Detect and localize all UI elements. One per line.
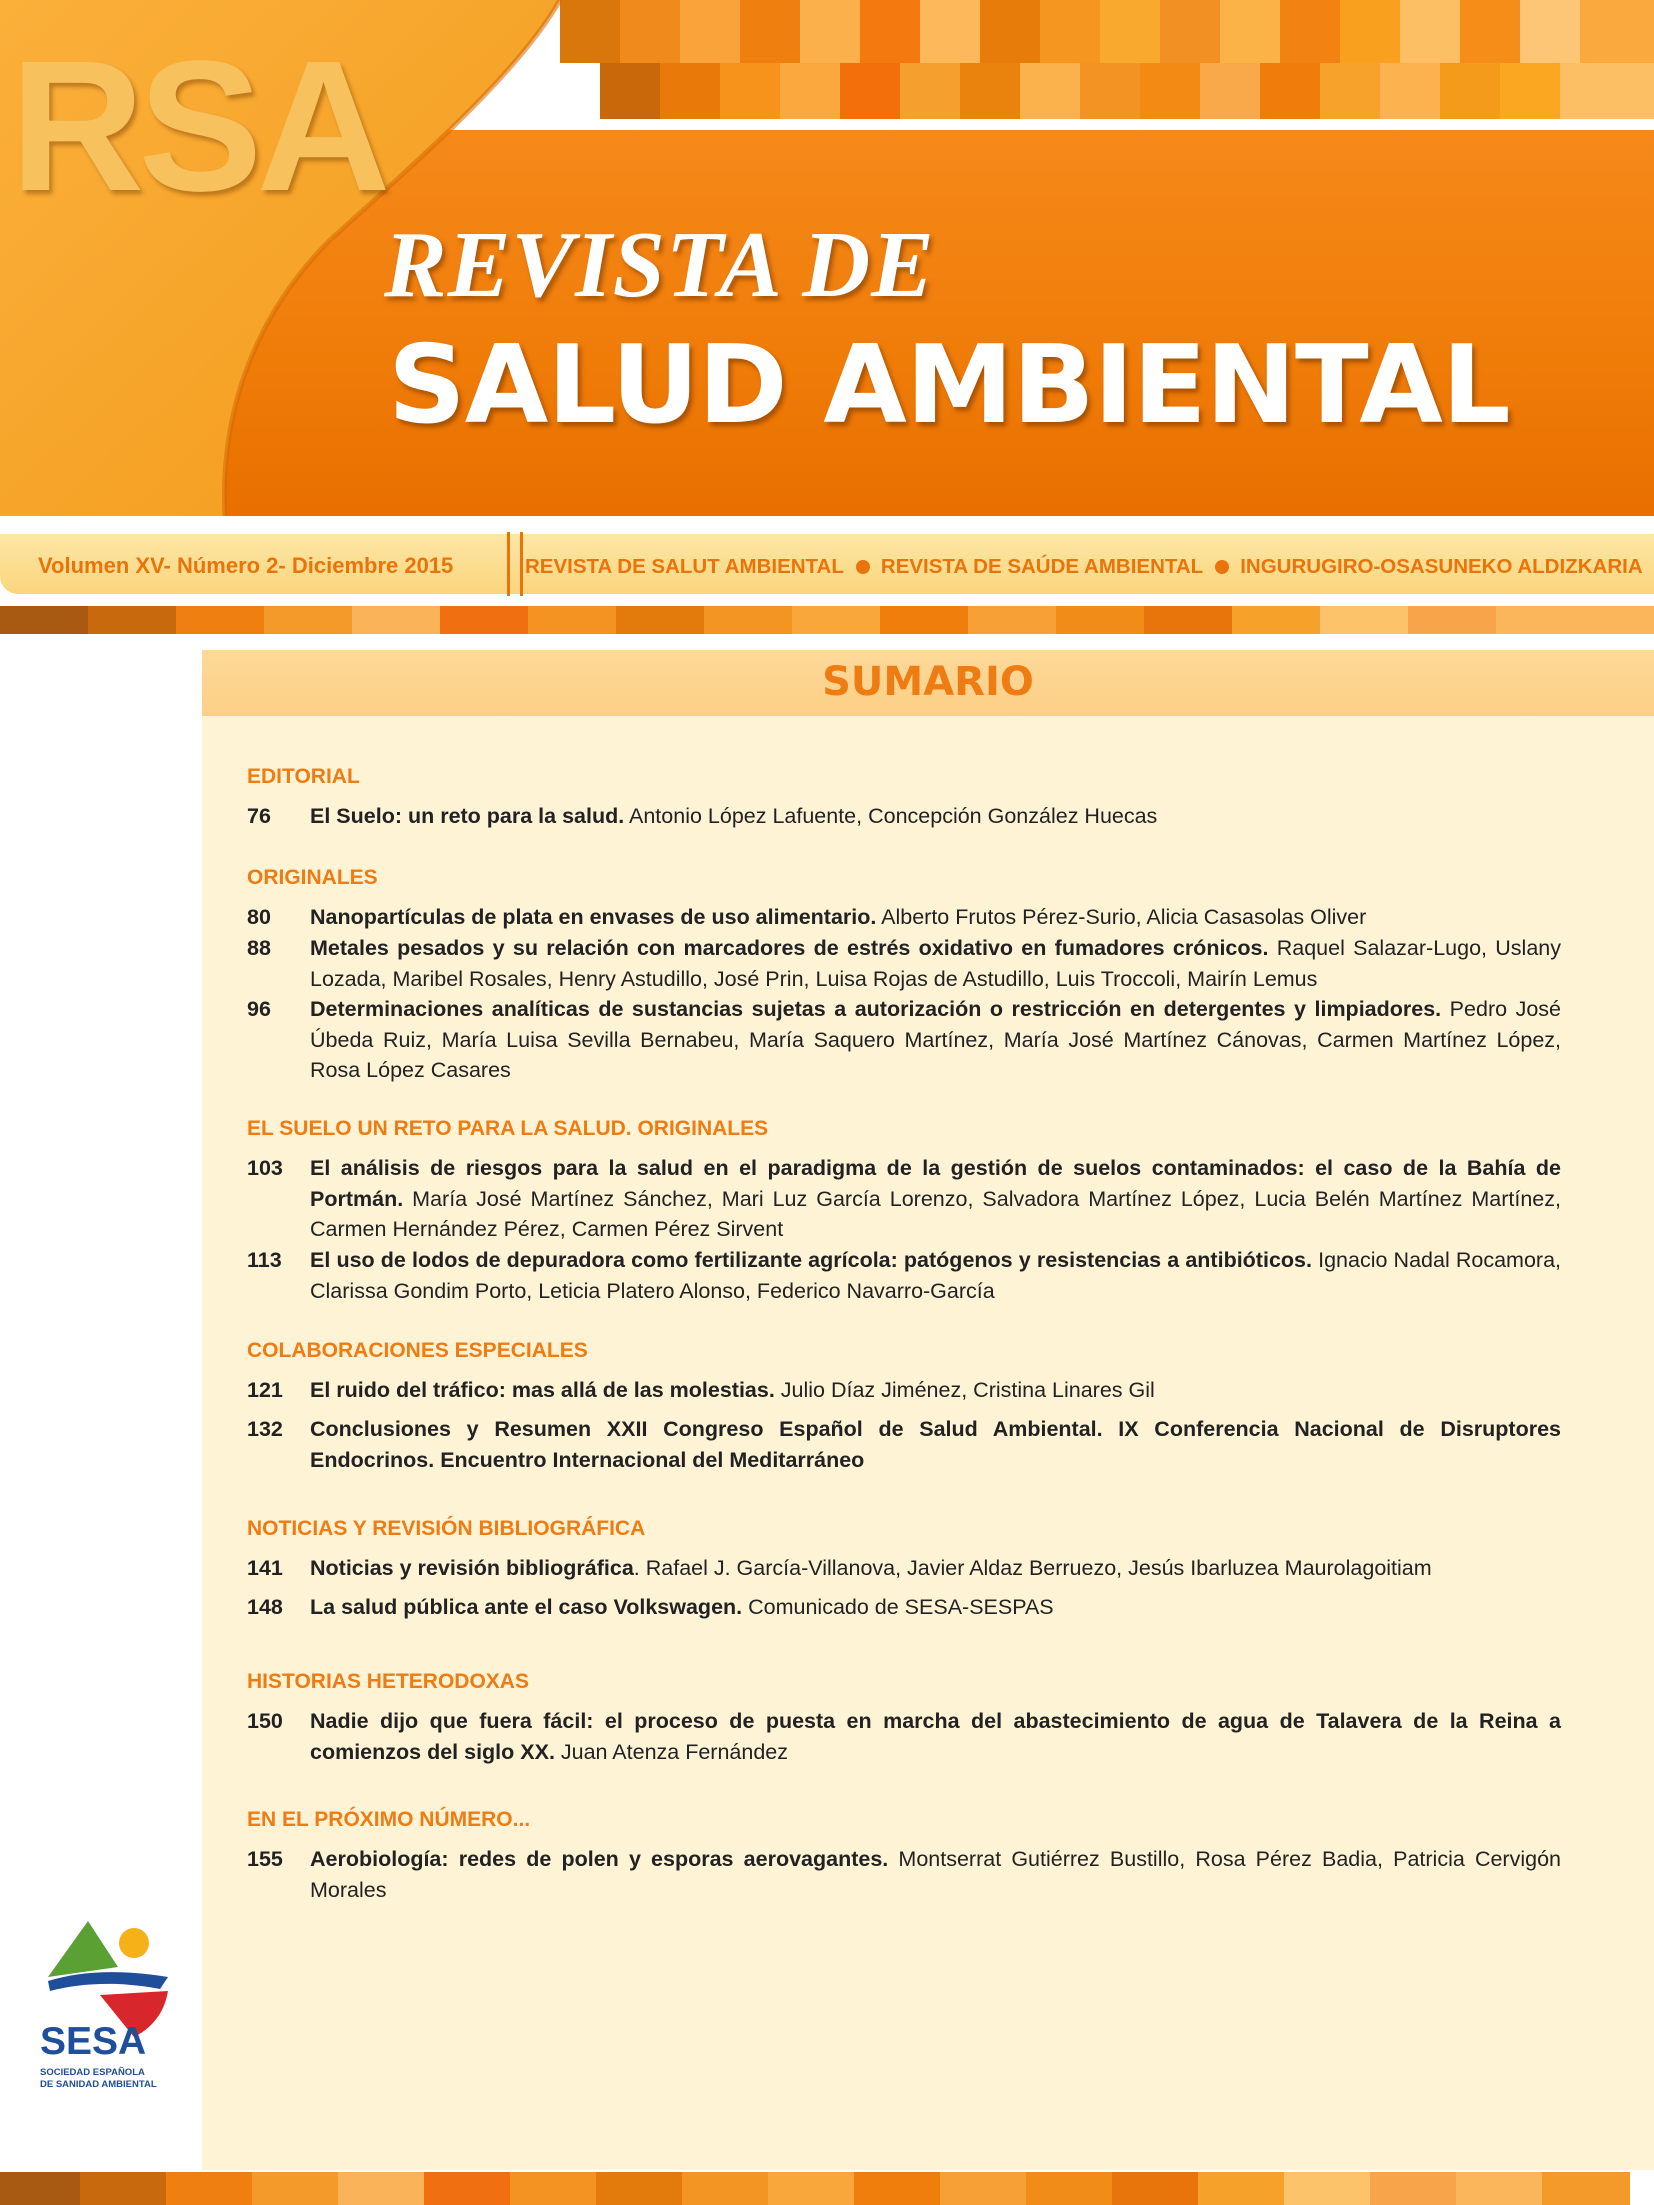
section-heading: NOTICIAS Y REVISIÓN BIBLIOGRÁFICA <box>247 1517 646 1540</box>
article-authors: Antonio López Lafuente, Concepción González Huecas <box>624 804 1158 828</box>
article-title: Determinaciones analíticas de sustancias sujetas a autorización o restricción en detergentes y limpiadores. <box>310 997 1442 1021</box>
page-number: 96 <box>247 997 271 1021</box>
bullet-icon <box>1215 560 1229 574</box>
article-title: Noticias y revisión bibliográfica <box>310 1556 634 1580</box>
decorative-tiles-top <box>560 0 1654 63</box>
article-authors: Ignacio Nadal Rocamora, Clarissa Gondim Porto, Leticia Platero Alonso, Federico Navarro-García <box>310 1248 1561 1303</box>
article-title: El Suelo: un reto para la salud. <box>310 804 625 828</box>
toc-entry[interactable] <box>247 1245 1561 1306</box>
article-title: Nanopartículas de plata en envases de uso alimentario. <box>310 905 877 929</box>
page-number: 155 <box>247 1847 283 1871</box>
article-authors: María José Martínez Sánchez, Mari Luz García Lorenzo, Salvadora Martínez López, Lucia Belén Martínez Martínez, Carmen Hernández Pérez, Carmen Pérez Sirvent <box>310 1186 1561 1241</box>
decorative-bottom-bar <box>0 2172 1654 2205</box>
toc-entry[interactable] <box>247 1706 1561 1767</box>
section-heading: EN EL PRÓXIMO NÚMERO... <box>247 1808 531 1831</box>
page-number: 88 <box>247 936 271 960</box>
article-title: El uso de lodos de depuradora como fertilizante agrícola: patógenos y resistencias a antibióticos. <box>310 1248 1312 1272</box>
section-heading: HISTORIAS HETERODOXAS <box>247 1670 529 1693</box>
journal-title-line1: REVISTA DE <box>384 213 935 317</box>
alt-title-galician: REVISTA DE SAÚDE AMBIENTAL <box>880 555 1204 578</box>
article-title: El análisis de riesgos para la salud en el paradigma de la gestión de suelos contaminados: el caso de la Bahía de Portmán. <box>310 1156 1561 1211</box>
divider <box>507 532 523 596</box>
toc-entry[interactable] <box>247 902 1561 933</box>
article-authors: Alberto Frutos Pérez-Surio, Alicia Casasolas Oliver <box>876 905 1367 929</box>
alt-title-catalan: REVISTA DE SALUT AMBIENTAL <box>525 555 844 578</box>
decorative-tiles-second <box>600 63 1654 119</box>
toc-entry[interactable] <box>247 1844 1561 1905</box>
toc-entry[interactable] <box>247 1153 1561 1245</box>
article-title: Conclusiones y Resumen XXII Congreso Español de Salud Ambiental. IX Conferencia Nacional de Disruptores Endocrinos. Encuentro Internacional del Meditarráneo <box>310 1417 1561 1472</box>
toc-entry[interactable] <box>247 801 1561 832</box>
article-authors: Julio Díaz Jiménez, Cristina Linares Gil <box>774 1378 1155 1402</box>
article-title: Metales pesados y su relación con marcadores de estrés oxidativo en fumadores crónicos. <box>310 936 1269 960</box>
page-number: 76 <box>247 804 271 828</box>
sesa-subtitle: DE SANIDAD AMBIENTAL <box>40 2079 157 2090</box>
section-heading: EDITORIAL <box>247 765 360 788</box>
toc-entry[interactable] <box>247 1592 1561 1623</box>
decorative-tile-bar <box>0 606 1654 634</box>
article-authors: Juan Atenza Fernández <box>554 1739 788 1764</box>
sesa-name: SESA <box>40 2020 147 2063</box>
article-authors: Montserrat Gutiérrez Bustillo, Rosa Pérez Badia, Patricia Cervigón Morales <box>310 1847 1561 1902</box>
section-heading: COLABORACIONES ESPECIALES <box>247 1339 588 1362</box>
article-authors: Comunicado de SESA-SESPAS <box>742 1595 1054 1619</box>
cover-header <box>0 0 1654 518</box>
article-title: La salud pública ante el caso Volkswagen. <box>310 1595 743 1619</box>
volume-label: Volumen XV- Número 2- Diciembre 2015 <box>38 553 454 578</box>
article-authors: Raquel Salazar-Lugo, Uslany Lozada, Maribel Rosales, Henry Astudillo, José Prin, Luisa Rojas de Astudillo, Luis Troccoli, Mairín Lemus <box>310 936 1561 991</box>
toc-entry[interactable] <box>247 1414 1561 1475</box>
alt-title-basque: INGURUGIRO-OSASUNEKO ALDIZKARIA <box>1240 555 1643 578</box>
section-heading: ORIGINALES <box>247 866 378 889</box>
page-number: 103 <box>247 1156 283 1180</box>
sesa-subtitle: SOCIEDAD ESPAÑOLA <box>40 2067 145 2078</box>
content-panel <box>202 650 1654 2170</box>
article-authors: . Rafael J. García-Villanova, Javier Aldaz Berruezo, Jesús Ibarluzea Maurolagoitiam <box>633 1556 1432 1580</box>
toc-entry[interactable] <box>247 1375 1561 1406</box>
toc-entry[interactable] <box>247 1553 1561 1584</box>
alt-titles <box>525 555 1643 579</box>
section-heading: EL SUELO UN RETO PARA LA SALUD. ORIGINALES <box>247 1117 769 1140</box>
page-number: 113 <box>247 1248 282 1272</box>
page-number: 141 <box>247 1556 283 1580</box>
article-title: El ruido del tráfico: mas allá de las molestias. <box>310 1378 775 1402</box>
toc-entry[interactable] <box>247 933 1561 994</box>
article-title: Nadie dijo que fuera fácil: el proceso de puesta en marcha del abastecimiento de agua de Talavera de la Reina a comienzos del siglo XX. <box>310 1709 1561 1764</box>
article-title: Aerobiología: redes de polen y esporas aerovagantes. <box>310 1847 889 1871</box>
article-authors: Pedro José Úbeda Ruiz, María Luisa Sevilla Bernabeu, María Saquero Martínez, María José Martínez Cánovas, Carmen Martínez López, Rosa López Casares <box>310 997 1561 1082</box>
bullet-icon <box>856 560 870 574</box>
page-number: 121 <box>247 1378 283 1402</box>
journal-title-line2: SALUD AMBIENTAL <box>388 323 1510 448</box>
rsa-logo: RSA <box>10 23 385 230</box>
sumario-heading: SUMARIO <box>822 659 1034 705</box>
page-number: 80 <box>247 905 271 929</box>
toc-entry[interactable] <box>247 994 1561 1086</box>
page-number: 150 <box>247 1709 283 1733</box>
page-number: 148 <box>247 1595 283 1619</box>
page-number: 132 <box>247 1417 283 1441</box>
